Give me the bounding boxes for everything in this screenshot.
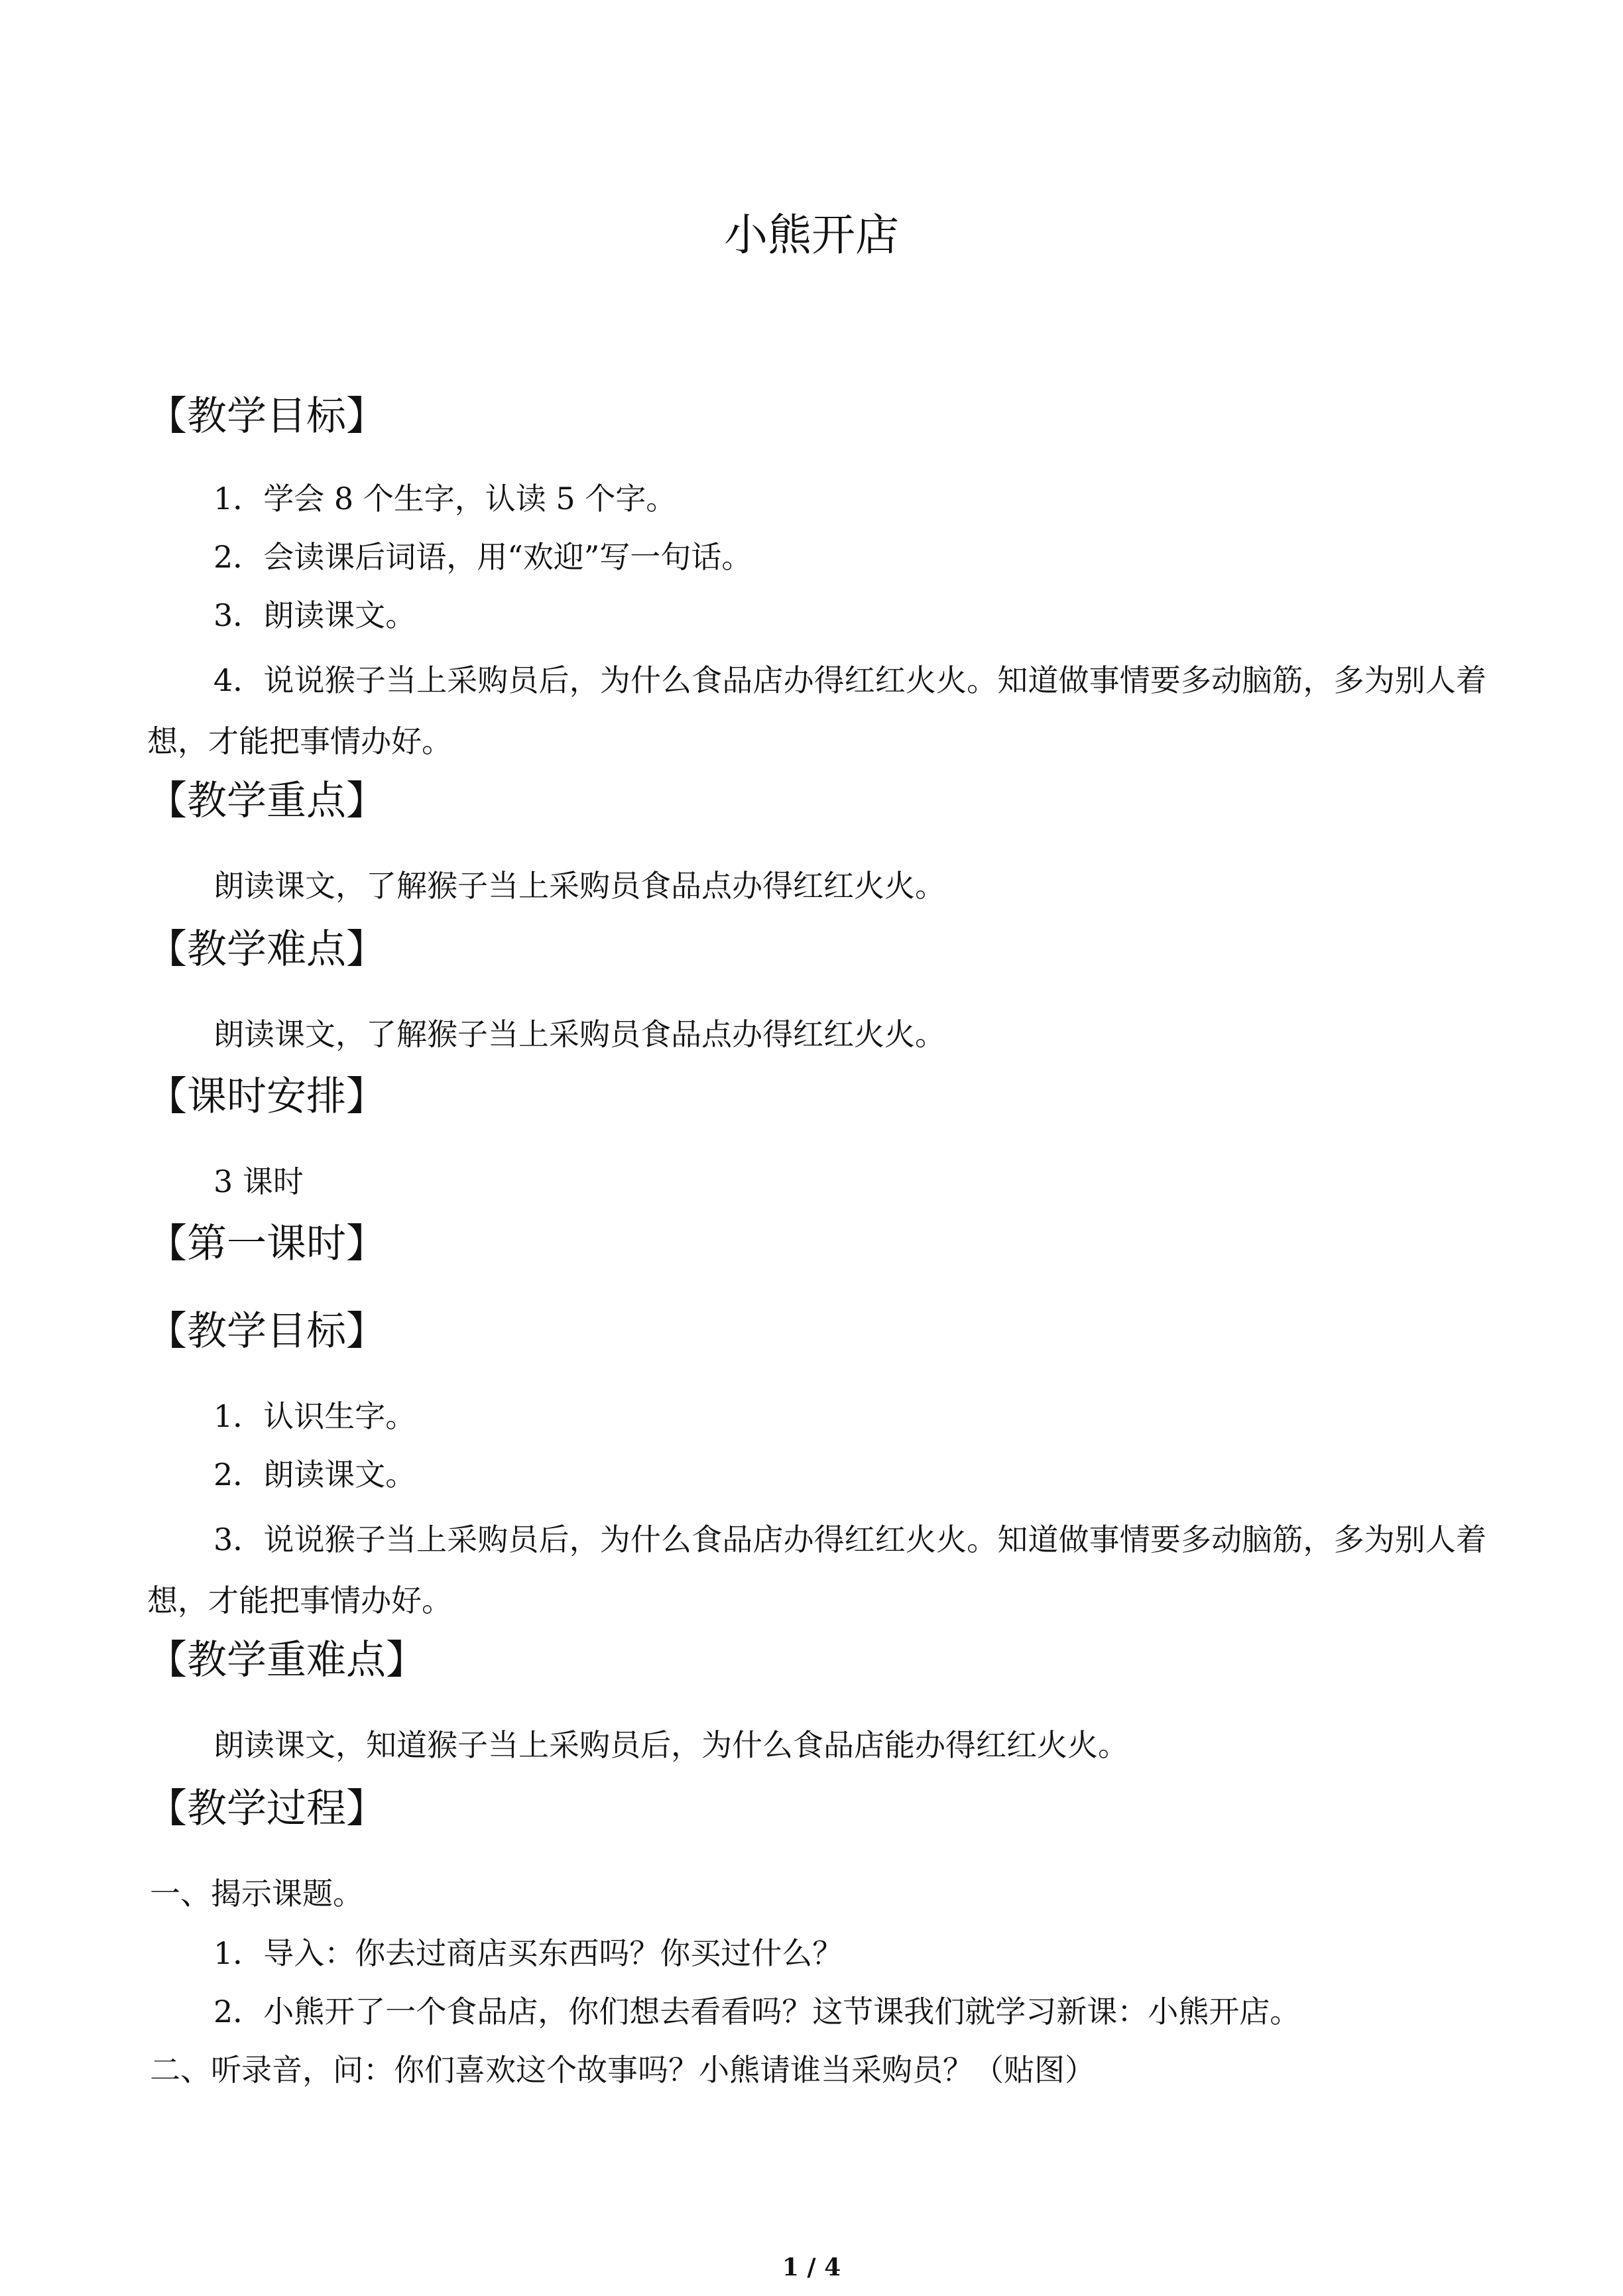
goal-item-2: 2．会读课后词语，用“欢迎”写一句话。	[213, 539, 752, 575]
key-text: 朗读课文，了解猴子当上采购员食品点办得红红火火。	[213, 868, 945, 904]
section-heading-schedule: 【课时安排】	[147, 1073, 386, 1120]
schedule-text: 3 课时	[213, 1164, 304, 1199]
process-step-1: 一、揭示课题。	[150, 1876, 363, 1911]
section-heading-difficulty: 【教学难点】	[147, 926, 386, 973]
process-step-1-2: 2．小熊开了一个食品店，你们想去看看吗？这节课我们就学习新课：小熊开店。	[213, 1994, 1301, 2029]
lesson1-goal-item-2: 2．朗读课文。	[213, 1457, 416, 1492]
section-heading-lesson1-key: 【教学重难点】	[147, 1637, 426, 1683]
process-step-2: 二、听录音，问：你们喜欢这个故事吗？小熊请谁当采购员？（贴图）	[150, 2052, 1095, 2088]
difficulty-text: 朗读课文，了解猴子当上采购员食品点办得红红火火。	[213, 1016, 945, 1052]
section-heading-process: 【教学过程】	[147, 1785, 386, 1832]
goal-item-1: 1．学会 8 个生字，认读 5 个字。	[213, 481, 677, 516]
process-step-1-1: 1．导入：你去过商店买东西吗？你买过什么？	[213, 1935, 843, 1971]
section-heading-lesson1: 【第一课时】	[147, 1221, 386, 1267]
goal-item-4: 4．说说猴子当上采购员后，为什么食品店办得红红火火。知道做事情要多动脑筋，多为别人着想，才能把事情办好。	[147, 662, 1486, 759]
lesson1-goal-item-3: 3．说说猴子当上采购员后，为什么食品店办得红红火火。知道做事情要多动脑筋，多为别人着想，才能把事情办好。	[147, 1522, 1486, 1618]
goal-item-3: 3．朗读课文。	[213, 597, 416, 633]
section-heading-goals: 【教学目标】	[147, 393, 386, 440]
page-number: 1 / 4	[782, 2254, 841, 2281]
section-heading-lesson1-goals: 【教学目标】	[147, 1308, 386, 1355]
section-heading-key: 【教学重点】	[147, 778, 386, 824]
document-title: 小熊开店	[724, 210, 899, 261]
lesson1-goal-item-1: 1．认识生字。	[213, 1398, 416, 1434]
lesson1-key-text: 朗读课文，知道猴子当上采购员后，为什么食品店能办得红红火火。	[213, 1727, 1128, 1763]
